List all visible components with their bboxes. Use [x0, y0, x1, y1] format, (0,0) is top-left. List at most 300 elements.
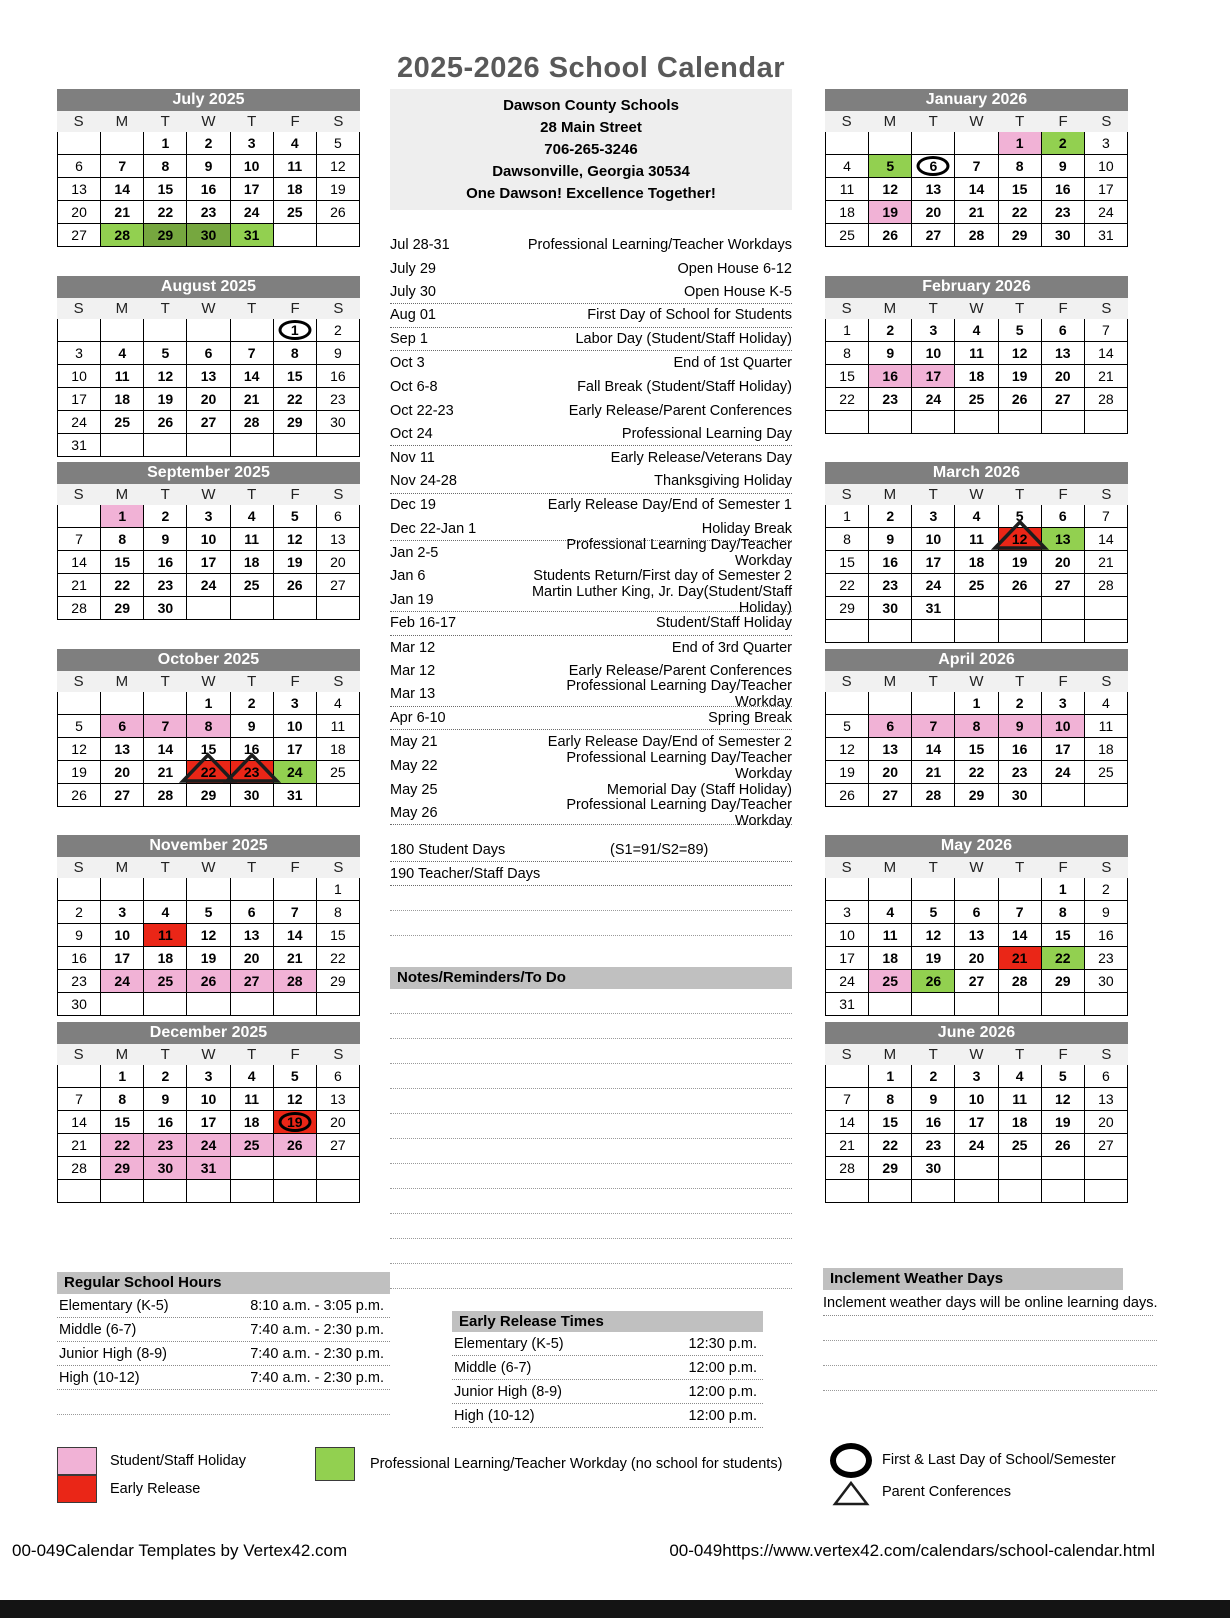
day-number: 18: [1098, 740, 1114, 757]
day-number: 28: [286, 973, 303, 989]
day-number: 4: [334, 694, 342, 711]
empty-cell: [187, 434, 230, 457]
day-cell: [187, 365, 230, 388]
day-cell: [999, 319, 1042, 342]
day-cell: [101, 597, 144, 620]
day-number: 25: [243, 1136, 260, 1153]
first-last-day-circle: [278, 320, 311, 340]
day-number: 12: [330, 158, 346, 174]
day-number: 3: [290, 694, 299, 711]
day-cell: [57, 993, 101, 1016]
day-of-week-label: W: [969, 299, 984, 317]
day-cell: [144, 551, 187, 574]
day-of-week-label: W: [969, 113, 984, 130]
blank-dotted-line: [390, 886, 792, 911]
school-info-line: Dawson County Schools: [503, 97, 679, 114]
empty-cell: [1042, 993, 1085, 1016]
day-cell: [187, 178, 230, 201]
blank-dotted-line: [390, 1164, 792, 1189]
day-number: 3: [1102, 135, 1110, 151]
day-number: 25: [968, 577, 985, 593]
day-number: 15: [1054, 927, 1071, 943]
day-number: 18: [243, 554, 260, 570]
day-cell: [187, 924, 230, 947]
day-cell: [912, 155, 955, 178]
blank-dotted-line: [390, 1039, 792, 1064]
event-date: Oct 22-23: [390, 402, 454, 419]
event-row: [390, 233, 792, 257]
empty-cell: [144, 878, 187, 901]
day-number: 13: [114, 740, 130, 757]
day-cell: [869, 901, 912, 924]
day-cell: [955, 1065, 998, 1088]
day-of-week-label: W: [201, 113, 216, 130]
day-cell: [1042, 1111, 1085, 1134]
day-cell: [274, 738, 317, 761]
empty-cell: [144, 434, 187, 457]
day-cell: [274, 924, 317, 947]
event-description: Student/Staff Holiday: [656, 615, 792, 632]
blank-dotted-line: [823, 1366, 1157, 1391]
school-hours-row: [57, 1342, 390, 1366]
blank-dotted-line: [390, 1264, 792, 1289]
day-cell: [999, 342, 1042, 365]
day-number: 28: [243, 413, 260, 430]
empty-cell: [101, 878, 144, 901]
month-july-2025: [57, 89, 360, 247]
parent-conference-triangle-icon: [832, 1480, 870, 1506]
week-row: [57, 761, 360, 784]
month-june-2026: [825, 1022, 1128, 1203]
day-cell: [912, 970, 955, 993]
week-row: [825, 620, 1128, 643]
day-cell: [101, 224, 144, 247]
day-cell: [912, 761, 955, 784]
event-description: Martin Luther King, Jr. Day(Student/Staff Holiday): [531, 583, 792, 616]
day-number: 24: [1054, 763, 1071, 780]
day-cell: [825, 342, 869, 365]
day-number: 31: [243, 227, 260, 243]
inclement-text: Inclement weather days will be online learning days.: [823, 1290, 1153, 1316]
day-number: 24: [200, 1136, 217, 1153]
day-number: 13: [330, 1090, 346, 1107]
day-of-week-label: S: [73, 859, 84, 876]
day-cell: [57, 1134, 101, 1157]
day-cell: [274, 505, 317, 528]
event-date: May 21: [390, 734, 438, 751]
day-cell: [187, 738, 230, 761]
empty-cell: [274, 993, 317, 1016]
day-of-week-label: T: [247, 859, 257, 876]
week-row: [825, 1111, 1128, 1134]
event-date: Oct 24: [390, 425, 433, 442]
event-date: July 30: [390, 283, 436, 300]
day-cell: [825, 993, 869, 1016]
day-number: 1: [290, 321, 299, 338]
day-number: 2: [1015, 694, 1024, 711]
day-cell: [955, 715, 998, 738]
day-cell: [825, 528, 869, 551]
day-cell: [187, 1088, 230, 1111]
day-cell: [317, 201, 360, 224]
total-row: [390, 862, 792, 886]
day-number: 31: [71, 436, 87, 453]
day-number: 3: [118, 904, 127, 920]
day-cell: [317, 692, 360, 715]
day-cell: [101, 411, 144, 434]
day-of-week-header: [57, 671, 360, 692]
day-cell: [101, 551, 144, 574]
day-number: 30: [1054, 227, 1071, 243]
day-cell: [101, 784, 144, 807]
blank-dotted-line: [390, 1189, 792, 1214]
day-of-week-header: [825, 671, 1128, 692]
day-number: 3: [929, 321, 938, 338]
empty-cell: [869, 1180, 912, 1203]
day-cell: [999, 947, 1042, 970]
month-title: November 2025: [57, 835, 360, 857]
day-cell: [57, 528, 101, 551]
day-number: 13: [330, 531, 346, 547]
day-number: 24: [1098, 204, 1114, 220]
day-number: 3: [1058, 694, 1067, 711]
week-row: [825, 738, 1128, 761]
day-of-week-header: [825, 111, 1128, 132]
day-of-week-label: M: [115, 1045, 129, 1063]
day-number: 30: [157, 600, 174, 616]
day-of-week-label: T: [928, 1045, 938, 1063]
day-cell: [1085, 528, 1128, 551]
event-description: First Day of School for Students: [587, 307, 792, 324]
empty-cell: [57, 1065, 101, 1088]
footer-template-credit: 00-049Calendar Templates by Vertex42.com: [12, 1541, 348, 1560]
day-number: 24: [243, 204, 260, 220]
day-cell: [317, 901, 360, 924]
day-cell: [57, 761, 101, 784]
day-cell: [1085, 178, 1128, 201]
day-cell: [912, 201, 955, 224]
day-number: 28: [71, 1159, 87, 1176]
week-row: [825, 224, 1128, 247]
day-cell: [317, 947, 360, 970]
day-number: 10: [1054, 717, 1071, 734]
day-cell: [955, 319, 998, 342]
day-number: 27: [1054, 390, 1071, 407]
day-number: 11: [882, 927, 898, 943]
day-cell: [317, 178, 360, 201]
event-row: [390, 796, 792, 829]
empty-cell: [869, 692, 912, 715]
day-number: 21: [157, 763, 174, 780]
day-number: 3: [929, 508, 938, 524]
early-release-row: [452, 1356, 763, 1380]
day-of-week-label: F: [290, 299, 300, 317]
day-number: 1: [204, 694, 213, 711]
day-of-week-label: S: [73, 113, 84, 130]
day-cell: [317, 1134, 360, 1157]
day-number: 18: [114, 390, 130, 407]
day-number: 27: [114, 786, 130, 803]
day-cell: [1085, 1134, 1128, 1157]
day-cell: [317, 738, 360, 761]
empty-cell: [1085, 993, 1128, 1016]
day-number: 19: [925, 950, 942, 966]
day-cell: [912, 784, 955, 807]
day-number: 16: [71, 950, 87, 966]
week-row: [825, 784, 1128, 807]
week-row: [57, 993, 360, 1016]
day-number: 4: [247, 1067, 256, 1084]
day-number: 17: [1054, 740, 1071, 757]
day-number: 2: [886, 508, 895, 524]
day-cell: [57, 342, 101, 365]
day-number: 14: [71, 554, 87, 570]
empty-cell: [101, 434, 144, 457]
event-date: May 25: [390, 781, 438, 798]
day-of-week-label: F: [1058, 672, 1068, 690]
day-number: 5: [1058, 1067, 1067, 1084]
day-of-week-label: W: [201, 672, 216, 690]
day-cell: [999, 551, 1042, 574]
day-of-week-header: [57, 857, 360, 878]
empty-cell: [1085, 784, 1128, 807]
day-number: 30: [925, 1159, 942, 1176]
day-cell: [825, 901, 869, 924]
day-number: 16: [1098, 927, 1114, 943]
day-number: 26: [157, 413, 174, 430]
day-number: 23: [157, 1136, 174, 1153]
early-release-time-value: 12:00 p.m.: [688, 1359, 757, 1376]
day-number: 5: [161, 344, 170, 361]
day-number: 12: [925, 927, 942, 943]
day-of-week-label: F: [1058, 859, 1068, 876]
week-row: [825, 201, 1128, 224]
day-cell: [1042, 528, 1085, 551]
day-number: 17: [925, 554, 942, 570]
empty-cell: [1085, 1180, 1128, 1203]
day-number: 1: [843, 508, 851, 524]
day-number: 6: [334, 508, 342, 524]
day-number: 6: [886, 717, 895, 734]
day-of-week-label: W: [969, 672, 984, 690]
empty-cell: [999, 993, 1042, 1016]
day-cell: [999, 1111, 1042, 1134]
day-cell: [869, 924, 912, 947]
event-row: [390, 583, 792, 616]
early-release-level-label: Middle (6-7): [454, 1359, 532, 1376]
month-title: February 2026: [825, 276, 1128, 298]
week-row: [57, 924, 360, 947]
day-cell: [274, 947, 317, 970]
day-number: 30: [157, 1159, 174, 1176]
hours-level-label: Junior High (8-9): [59, 1345, 167, 1362]
empty-cell: [955, 597, 998, 620]
day-number: 28: [968, 227, 985, 243]
inclement-blank-lines: [823, 1316, 1157, 1391]
empty-cell: [144, 993, 187, 1016]
event-description: Professional Learning Day: [621, 425, 792, 442]
day-cell: [101, 715, 144, 738]
empty-cell: [999, 1180, 1042, 1203]
day-cell: [1085, 155, 1128, 178]
day-cell: [1042, 761, 1085, 784]
day-number: 29: [1011, 227, 1028, 243]
day-number: 11: [244, 1090, 260, 1107]
day-number: 20: [925, 204, 942, 220]
blank-dotted-line: [823, 1341, 1157, 1366]
event-description: End of 3rd Quarter: [671, 639, 792, 656]
day-cell: [912, 505, 955, 528]
empty-cell: [274, 434, 317, 457]
day-of-week-label: M: [883, 299, 897, 317]
day-cell: [274, 574, 317, 597]
day-number: 6: [929, 158, 938, 174]
week-row: [57, 715, 360, 738]
day-cell: [912, 224, 955, 247]
day-of-week-header: [825, 298, 1128, 319]
month-december-2025: [57, 1022, 360, 1203]
day-cell: [912, 901, 955, 924]
day-number: 26: [1054, 1136, 1071, 1153]
empty-cell: [57, 878, 101, 901]
day-number: 8: [843, 344, 851, 361]
day-cell: [999, 692, 1042, 715]
day-cell: [144, 528, 187, 551]
inclement-header: Inclement Weather Days: [823, 1268, 1123, 1290]
day-number: 26: [1011, 577, 1028, 593]
day-number: 6: [1058, 321, 1067, 338]
day-number: 26: [330, 204, 346, 220]
day-number: 23: [1011, 763, 1028, 780]
week-row: [57, 551, 360, 574]
day-cell: [912, 574, 955, 597]
empty-cell: [825, 411, 869, 434]
day-cell: [57, 551, 101, 574]
empty-cell: [955, 132, 998, 155]
week-row: [825, 342, 1128, 365]
day-of-week-label: M: [883, 1045, 897, 1063]
day-number: 21: [839, 1136, 855, 1153]
day-number: 8: [334, 904, 342, 920]
day-of-week-label: S: [1101, 299, 1112, 317]
event-row: [390, 423, 792, 447]
day-number: 8: [118, 531, 127, 547]
day-number: 7: [843, 1090, 851, 1107]
day-number: 2: [929, 1067, 938, 1084]
day-cell: [955, 574, 998, 597]
day-number: 14: [286, 927, 303, 943]
day-cell: [144, 924, 187, 947]
day-cell: [231, 1088, 274, 1111]
month-april-2026: [825, 649, 1128, 807]
day-cell: [101, 1088, 144, 1111]
day-cell: [57, 411, 101, 434]
day-cell: [825, 201, 869, 224]
day-number: 19: [839, 763, 855, 780]
day-number: 13: [968, 927, 985, 943]
day-cell: [317, 878, 360, 901]
school-info-box: [390, 89, 792, 210]
footer-url[interactable]: 00-049https://www.vertex42.com/calendars/school-calendar.html: [669, 1541, 1155, 1560]
empty-cell: [1042, 1180, 1085, 1203]
day-cell: [955, 947, 998, 970]
day-cell: [144, 388, 187, 411]
day-number: 16: [882, 554, 898, 570]
day-number: 9: [161, 1090, 170, 1107]
day-number: 7: [1015, 904, 1024, 920]
day-number: 23: [1054, 204, 1071, 220]
week-row: [57, 411, 360, 434]
day-cell: [825, 388, 869, 411]
early-release-level-label: Junior High (8-9): [454, 1383, 562, 1400]
day-number: 22: [839, 577, 855, 593]
day-cell: [231, 692, 274, 715]
day-number: 22: [286, 390, 303, 407]
day-cell: [144, 901, 187, 924]
day-of-week-label: S: [1101, 486, 1112, 503]
day-of-week-label: T: [1015, 113, 1025, 130]
day-cell: [187, 1157, 230, 1180]
day-totals: [390, 838, 792, 886]
total-row: [390, 838, 792, 862]
empty-cell: [274, 597, 317, 620]
day-cell: [825, 924, 869, 947]
day-number: 16: [330, 367, 346, 384]
day-number: 27: [925, 227, 942, 243]
day-number: 7: [161, 717, 170, 734]
day-number: 19: [200, 950, 217, 966]
event-row: [390, 636, 792, 660]
empty-cell: [825, 692, 869, 715]
day-number: 26: [71, 786, 87, 803]
event-date: July 29: [390, 260, 436, 277]
day-cell: [317, 924, 360, 947]
day-cell: [57, 365, 101, 388]
week-row: [57, 1111, 360, 1134]
day-cell: [317, 574, 360, 597]
day-cell: [912, 319, 955, 342]
holiday-color-swatch: [57, 1447, 97, 1475]
regular-school-hours-section: [57, 1272, 390, 1415]
day-cell: [869, 1134, 912, 1157]
day-number: 10: [200, 1090, 217, 1107]
day-cell: [1042, 970, 1085, 993]
event-date: Mar 12: [390, 639, 436, 656]
day-number: 22: [1054, 950, 1071, 966]
empty-cell: [57, 692, 101, 715]
legend-parent-conferences-label: Parent Conferences: [882, 1484, 1011, 1500]
event-row: [390, 470, 792, 494]
day-number: 6: [1102, 1067, 1110, 1084]
day-cell: [144, 201, 187, 224]
day-cell: [999, 738, 1042, 761]
day-cell: [955, 1088, 998, 1111]
day-of-week-label: W: [969, 486, 984, 503]
day-of-week-label: F: [290, 672, 300, 690]
day-cell: [1042, 388, 1085, 411]
day-number: 7: [118, 158, 127, 174]
empty-cell: [1042, 411, 1085, 434]
day-number: 14: [925, 740, 942, 757]
day-cell: [912, 342, 955, 365]
month-january-2026: [825, 89, 1128, 247]
day-number: 25: [286, 204, 303, 220]
empty-cell: [231, 878, 274, 901]
day-cell: [1042, 319, 1085, 342]
empty-cell: [101, 132, 144, 155]
day-cell: [999, 505, 1042, 528]
day-cell: [1085, 1088, 1128, 1111]
